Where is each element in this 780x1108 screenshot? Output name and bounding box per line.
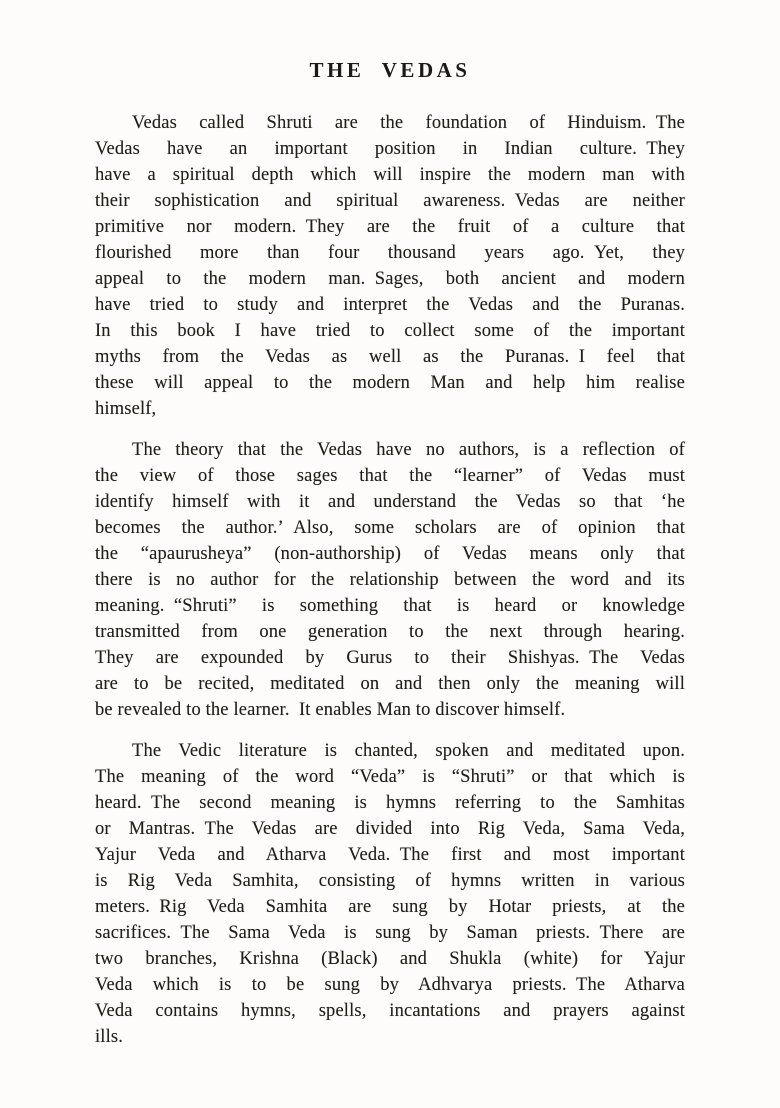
text-line: Veda contains hymns, spells, incantations and prayers against xyxy=(95,1001,685,1021)
text-line: meters. Rig Veda Samhita are sung by Hotar priests, at the xyxy=(95,897,685,917)
paragraph-2 xyxy=(95,437,685,723)
text-line: flourished more than four thousand years ago. Yet, they xyxy=(95,243,685,263)
text-line: identify himself with it and understand the Vedas so that ‘he xyxy=(95,492,685,512)
text-line: In this book I have tried to collect some of the important xyxy=(95,321,685,341)
text-line: The meaning of the word “Veda” is “Shruti” or that which is xyxy=(95,767,685,787)
text-line: They are expounded by Gurus to their Shishyas. The Vedas xyxy=(95,648,685,668)
text-line: or Mantras. The Vedas are divided into Rig Veda, Sama Veda, xyxy=(95,819,685,839)
text-line: transmitted from one generation to the next through hearing. xyxy=(95,622,685,642)
text-line: myths from the Vedas as well as the Puranas. I feel that xyxy=(95,347,685,367)
text-line: have a spiritual depth which will inspire the modern man with xyxy=(95,165,685,185)
page-body xyxy=(95,110,685,1065)
page-title: THE VEDAS xyxy=(309,58,471,82)
text-line: ills. xyxy=(95,1027,123,1047)
text-line: Vedas have an important position in Indian culture. They xyxy=(95,139,685,159)
text-line: The Vedic literature is chanted, spoken and meditated upon. xyxy=(132,741,685,761)
text-line: there is no author for the relationship between the word and its xyxy=(95,570,685,590)
text-line: sacrifices. The Sama Veda is sung by Saman priests. There are xyxy=(95,923,685,943)
text-line: the “apaurusheya” (non-authorship) of Vedas means only that xyxy=(95,544,685,564)
paragraph-1 xyxy=(95,110,685,422)
text-line: their sophistication and spiritual awareness. Vedas are neither xyxy=(95,191,685,211)
text-line: primitive nor modern. They are the fruit of a culture that xyxy=(95,217,685,237)
text-line: The theory that the Vedas have no authors, is a reflection of xyxy=(132,440,685,460)
text-line: becomes the author.’ Also, some scholars are of opinion that xyxy=(95,518,685,538)
text-line: is Rig Veda Samhita, consisting of hymns written in various xyxy=(95,871,685,891)
text-line: Vedas called Shruti are the foundation of Hinduism. The xyxy=(132,113,685,133)
text-line: two branches, Krishna (Black) and Shukla (white) for Yajur xyxy=(95,949,685,969)
paragraph-3 xyxy=(95,738,685,1050)
text-line: be revealed to the learner. It enables Man to discover himself. xyxy=(95,700,566,720)
text-line: have tried to study and interpret the Vedas and the Puranas. xyxy=(95,295,685,315)
text-line: these will appeal to the modern Man and help him realise xyxy=(95,373,685,393)
text-line: heard. The second meaning is hymns referring to the Samhitas xyxy=(95,793,685,813)
text-line: appeal to the modern man. Sages, both ancient and modern xyxy=(95,269,685,289)
text-line: Veda which is to be sung by Adhvarya priests. The Atharva xyxy=(95,975,685,995)
text-line: Yajur Veda and Atharva Veda. The first and most important xyxy=(95,845,685,865)
text-line: meaning. “Shruti” is something that is heard or knowledge xyxy=(95,596,685,616)
text-line: the view of those sages that the “learner” of Vedas must xyxy=(95,466,685,486)
text-line: himself, xyxy=(95,399,157,419)
text-line: are to be recited, meditated on and then only the meaning will xyxy=(95,674,685,694)
